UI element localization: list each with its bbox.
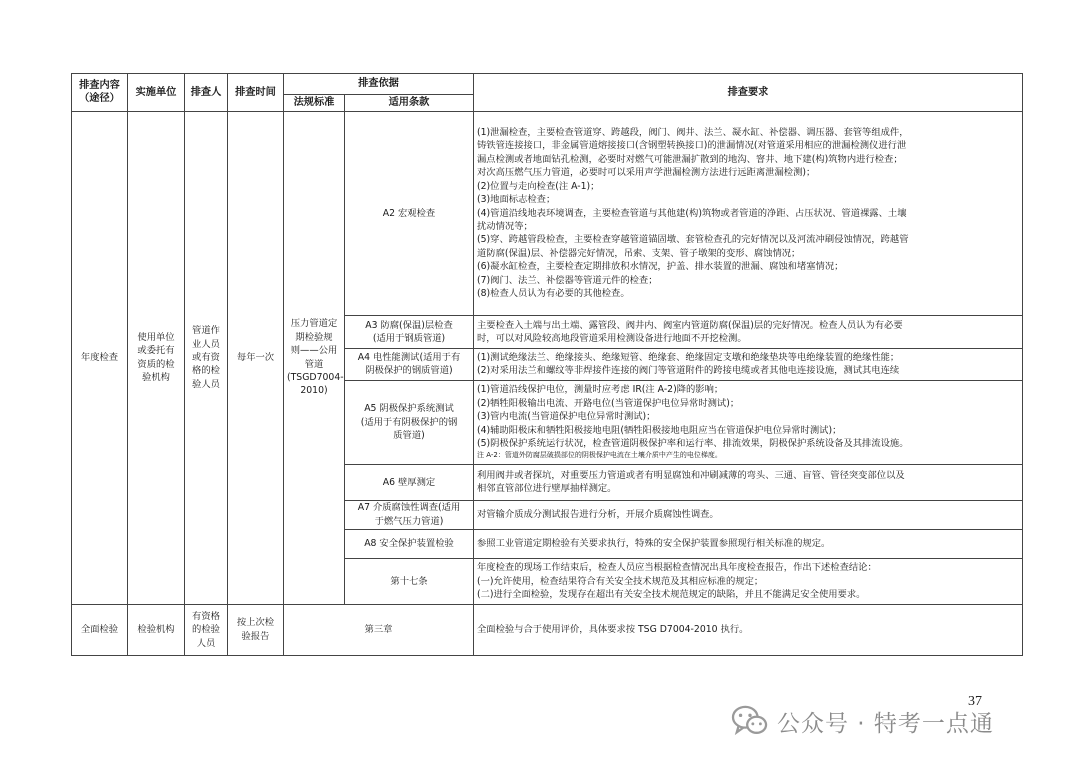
requirement-cell — [474, 380, 1023, 465]
requirement-line: 相邻直管部位进行壁厚抽样测定。 — [477, 483, 617, 495]
requirement-line: (2)牺牲阳极输出电流、开路电位(当管道保护电位异常时测试)； — [477, 397, 740, 409]
requirement-line: (1)泄漏检查，主要检查管道穿、跨越段，阀门、阀井、法兰、凝水缸、补偿器、调压器、套管等组成件， — [477, 127, 909, 139]
requirement-cell — [474, 465, 1023, 500]
requirement-line: 利用阀井或者探坑，对重要压力管道或者有明显腐蚀和冲刷减薄的弯头、三通、盲管、管径突变部位以及 — [477, 469, 905, 481]
annual-standard: 压力管道定 期检验规 则——公用 管道 (TSGD7004- 2010) — [284, 111, 345, 604]
requirement-line: (8)检查人员认为有必要的其他检查。 — [477, 287, 630, 299]
requirement-line: (2)位置与走向检查(注 A-1)； — [477, 180, 600, 192]
header-requirement: 排查要求 — [474, 74, 1023, 112]
clause-cell: A3 防腐(保温)层检查 (适用于钢质管道) — [345, 315, 474, 348]
requirement-line: (7)阀门、法兰、补偿器等管道元件的检查； — [477, 274, 658, 286]
requirement-line: (5)穿、跨越管段检查，主要检查穿越管道锚固墩、套管检查孔的完好情况以及河流冲刷侵蚀情况，跨越管 — [477, 234, 909, 246]
header-basis: 排查依据 — [284, 74, 474, 95]
header-standard: 法规标准 — [284, 94, 345, 111]
requirement-line: 铸铁管连接接口，非金属管道熔接接口(含钢塑转换接口)的泄漏情况(对管道采用相应的泄漏检测仪进行泄 — [477, 140, 907, 152]
requirement-line: 对管输介质成分测试报告进行分析，开展介质腐蚀性调查。 — [477, 508, 719, 520]
clause-cell: A4 电性能测试(适用于有 阴极保护的钢质管道) — [345, 349, 474, 380]
requirement-line: 漏点检测或者地面钻孔检测，必要时对燃气可能泄漏扩散到的地沟、窨井、地下建(构)筑物内进行检查； — [477, 153, 903, 165]
page-number: 37 — [968, 694, 982, 709]
inspection-table — [71, 73, 1023, 656]
requirement-cell — [474, 500, 1023, 529]
watermark-text: 公众号 · 特考一点通 — [777, 710, 994, 737]
annual-person: 管道作 业人员 或有资 格的检 验人员 — [185, 111, 228, 604]
requirement-line: (5)阴极保护系统运行状况，检查管道阴极保护率和运行率、排流效果，阴极保护系统设备及其排流设施。 — [477, 437, 909, 449]
requirement-cell — [474, 349, 1023, 380]
wechat-icon — [731, 704, 769, 738]
requirement-line: (3)地面标志检查； — [477, 194, 556, 206]
requirement-note: 注 A-2：管道外防腐层破损部位的阴极保护电流在土壤介质中产生的电位梯度。 — [477, 451, 722, 460]
requirement-line: (4)辅助阳极床和牺牲阳极接地电阻(牺牲阳极接地电阻应当在管道保护电位异常时测试)； — [477, 424, 842, 436]
clause-cell: A8 安全保护装置检验 — [345, 529, 474, 558]
requirement-cell — [474, 111, 1023, 315]
full-time: 按上次检 验报告 — [228, 604, 284, 655]
requirement-line: (二)进行全面检验，发现存在超出有关安全技术规范规定的缺陷，并且不能满足安全使用要求。 — [477, 589, 866, 601]
header-clause: 适用条款 — [345, 94, 474, 111]
requirement-line: 年度检查的现场工作结束后，检查人员应当根据检查情况出具年度检查报告，作出下述检查结论： — [477, 562, 877, 574]
requirement-line: 道防腐(保温)层、补偿器完好情况，吊索、支架、管子墩架的变形、腐蚀情况； — [477, 247, 801, 259]
requirement-line: 时，可以对风险较高地段管道采用检测设备进行地面不开挖检测。 — [477, 333, 747, 345]
requirement-line: 参照工业管道定期检验有关要求执行，特殊的安全保护装置参照现行相关标准的规定。 — [477, 538, 831, 550]
requirement-line: (一)允许使用，检查结果符合有关安全技术规范及其相应标准的规定； — [477, 575, 764, 587]
header-content: 排查内容 （途径） — [72, 74, 128, 112]
requirement-line: 对次高压燃气压力管道，必要时可以采用声学泄漏检测方法进行远距离泄漏检测)； — [477, 167, 816, 179]
requirement-cell — [474, 604, 1023, 655]
clause-cell: 第十七条 — [345, 558, 474, 604]
header-time: 排查时间 — [228, 74, 284, 112]
requirement-line: 全面检验与合于使用评价，具体要求按 TSG D7004-2010 执行。 — [477, 624, 749, 636]
full-person: 有资格 的检验 人员 — [185, 604, 228, 655]
requirement-cell — [474, 315, 1023, 348]
requirement-line: (3)管内电流(当管道保护电位异常时测试)； — [477, 411, 656, 423]
requirement-line: (4)管道沿线地表环境调查，主要检查管道与其他建(构)筑物或者管道的净距、占压状况、管道裸露、土壤 — [477, 207, 907, 219]
clause-cell: A5 阴极保护系统测试 (适用于有阴极保护的钢 质管道) — [345, 380, 474, 465]
clause-cell: A6 壁厚测定 — [345, 465, 474, 500]
requirement-cell — [474, 558, 1023, 604]
full-unit: 检验机构 — [128, 604, 185, 655]
annual-time: 每年一次 — [228, 111, 284, 604]
requirement-line: (1)测试绝缘法兰、绝缘接头、绝缘短管、绝缘套、绝缘固定支墩和绝缘垫块等电绝缘装置的绝缘性能； — [477, 352, 900, 364]
full-clause: 第三章 — [284, 604, 474, 655]
requirement-line: 主要检查入土端与出土端、露管段、阀井内、阀室内管道防腐(保温)层的完好情况。检查人员认为有必要 — [477, 319, 903, 331]
header-person: 排查人 — [185, 74, 228, 112]
clause-cell: A2 宏观检查 — [345, 111, 474, 315]
requirement-line: 扰动情况等； — [477, 220, 533, 232]
clause-cell: A7 介质腐蚀性调查(适用 于燃气压力管道) — [345, 500, 474, 529]
header-unit: 实施单位 — [128, 74, 185, 112]
full-content: 全面检验 — [72, 604, 128, 655]
annual-unit: 使用单位 或委托有 资质的检 验机构 — [128, 111, 185, 604]
requirement-cell — [474, 529, 1023, 558]
annual-content: 年度检查 — [72, 111, 128, 604]
watermark — [731, 701, 994, 741]
requirement-line: (1)管道沿线保护电位，测量时应考虑 IR(注 A-2)降的影响； — [477, 384, 724, 396]
requirement-line: (2)对采用法兰和螺纹等非焊接件连接的阀门等管道附件的跨接电缆或者其他电连接设施，测试其电连续 — [477, 365, 900, 377]
requirement-line: (6)凝水缸检查，主要检查定期排放积水情况，护盖、排水装置的泄漏、腐蚀和堵塞情况； — [477, 261, 844, 273]
